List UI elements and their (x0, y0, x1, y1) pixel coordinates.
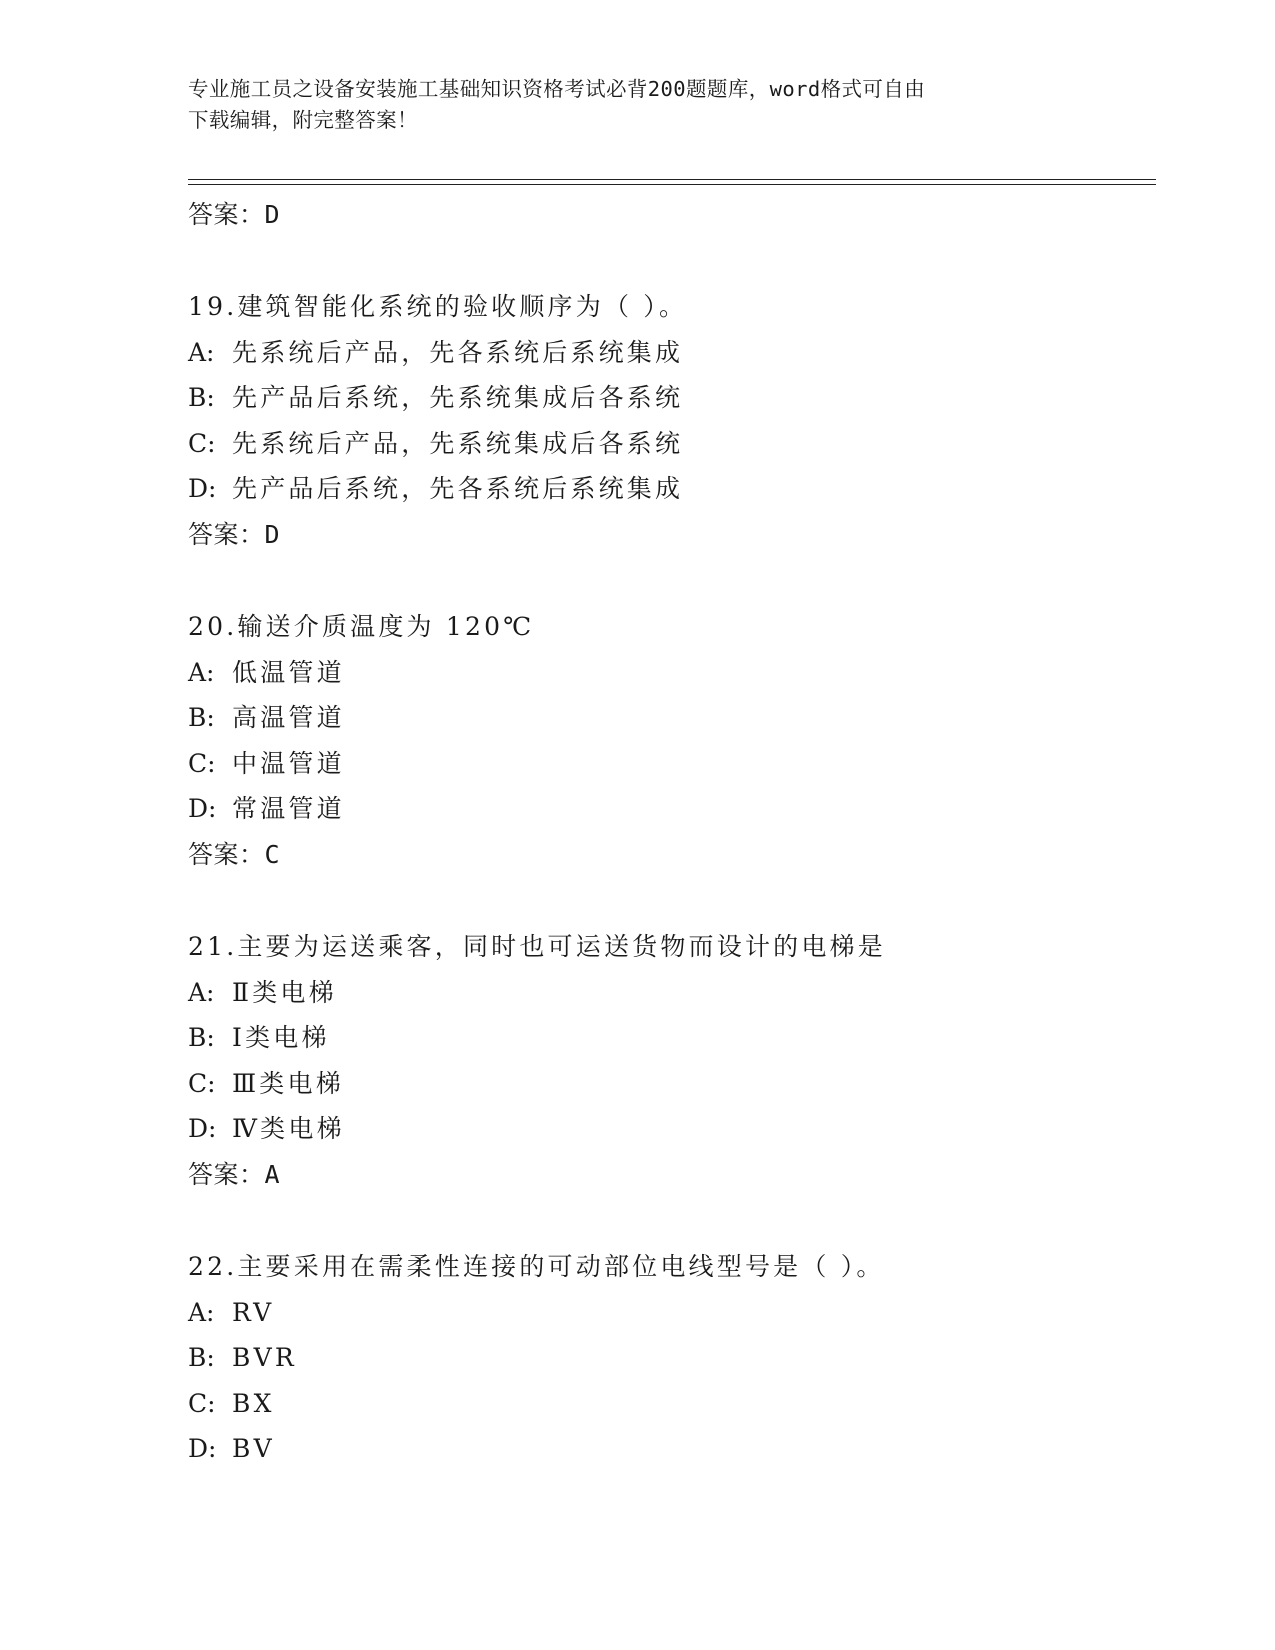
option-text: 先系统后产品，先系统集成后各系统 (232, 428, 684, 458)
option-text: BX (232, 1388, 275, 1418)
option-key: B: (188, 703, 215, 733)
option-a (188, 1290, 1156, 1336)
question-block (188, 924, 1156, 1197)
option-a (188, 970, 1156, 1016)
option-d (188, 786, 1156, 832)
option-text: Ⅱ类电梯 (232, 977, 337, 1007)
question-stem: 20.输送介质温度为 120℃ (188, 611, 535, 641)
header-divider-bottom (188, 184, 1156, 185)
option-d (188, 1106, 1156, 1152)
option-b (188, 375, 1156, 421)
question-list (188, 192, 1156, 1472)
question-block (188, 1244, 1156, 1472)
option-text: RV (232, 1297, 275, 1327)
option-c (188, 741, 1156, 787)
option-b (188, 695, 1156, 741)
question-block (188, 284, 1156, 557)
option-d (188, 1426, 1156, 1472)
option-key: D: (188, 794, 217, 824)
option-text: Ⅲ类电梯 (232, 1068, 344, 1098)
option-text: 先产品后系统，先系统集成后各系统 (232, 383, 684, 413)
option-key: C: (188, 428, 216, 458)
header-line-2: 下载编辑，附完整答案！ (188, 108, 418, 132)
header-divider-top (188, 179, 1156, 180)
option-b (188, 1015, 1156, 1061)
answer-line: 答案：D (188, 519, 281, 549)
answer-line: 答案：A (188, 1159, 281, 1189)
answer-line: 答案：C (188, 839, 281, 869)
question-stem: 22.主要采用在需柔性连接的可动部位电线型号是（ ）。 (188, 1251, 885, 1281)
option-text: 常温管道 (232, 794, 345, 824)
option-key: B: (188, 383, 215, 413)
option-key: A: (188, 337, 215, 367)
option-text: 高温管道 (232, 703, 345, 733)
option-b (188, 1335, 1156, 1381)
option-key: A: (188, 1297, 215, 1327)
option-text: Ⅰ类电梯 (232, 1023, 330, 1053)
answer-line: 答案：D (188, 200, 281, 229)
option-d (188, 466, 1156, 512)
question-stem: 21.主要为运送乘客，同时也可运送货物而设计的电梯是 (188, 931, 886, 961)
option-c (188, 421, 1156, 467)
option-key: C: (188, 748, 216, 778)
option-text: BV (232, 1434, 275, 1464)
option-text: 中温管道 (232, 748, 345, 778)
option-a (188, 650, 1156, 696)
option-key: D: (188, 474, 217, 504)
option-text: 低温管道 (232, 657, 345, 687)
option-key: A: (188, 657, 215, 687)
option-key: D: (188, 1434, 217, 1464)
option-key: D: (188, 1114, 217, 1144)
question-stem: 19.建筑智能化系统的验收顺序为（ ）。 (188, 292, 688, 321)
option-c (188, 1381, 1156, 1427)
option-key: B: (188, 1023, 215, 1053)
option-key: C: (188, 1388, 216, 1418)
question-block (188, 604, 1156, 877)
option-a (188, 330, 1156, 376)
option-key: A: (188, 977, 215, 1007)
option-text: 先系统后产品，先各系统后系统集成 (232, 337, 684, 367)
header-line-1: 专业施工员之设备安装施工基础知识资格考试必背200题题库，word格式可自由 (188, 77, 926, 101)
option-key: B: (188, 1343, 215, 1373)
option-text: BVR (232, 1343, 297, 1373)
option-key: C: (188, 1068, 216, 1098)
option-c (188, 1061, 1156, 1107)
document-header (188, 74, 1068, 136)
option-text: Ⅳ类电梯 (232, 1114, 345, 1144)
option-text: 先产品后系统，先各系统后系统集成 (232, 474, 684, 504)
